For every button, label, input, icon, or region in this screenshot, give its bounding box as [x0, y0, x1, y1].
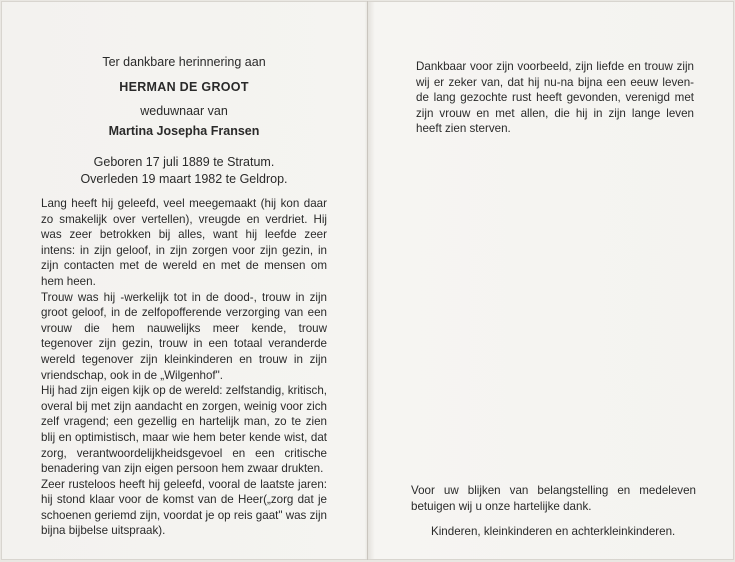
thanks-text: Voor uw blijken van belangstelling en medeleven betuigen wij u onze hartelijke dank.	[411, 484, 696, 513]
life-dates	[61, 154, 307, 188]
right-page	[368, 1, 734, 560]
family-signoff: Kinderen, kleinkinderen en achterkleinkinderen.	[431, 525, 676, 538]
intro-line: Ter dankbare herinnering aan	[102, 55, 266, 69]
left-page	[1, 1, 367, 560]
tribute-paragraph: Lang heeft hij geleefd, veel meegemaakt (hij kon daar zo smakelijk over vertellen), vreugde en verdriet. Hij was zeer betrokken bij alles, want hij leefde zeer intens: in zijn geloof, in zijn zorgen voor zijn gezin, in zijn contacten met de wereld en met de mensen om hem heen.	[41, 197, 327, 288]
tribute-paragraph: Trouw was hij -werkelijk tot in de dood-, trouw in zijn groot geloof, in de zelfopofferende verzorging van een vrouw die hem nauwelijks meer kende, trouw tegenover zijn gezin, trouw in een totaal veranderde wereld tegenover zijn kleinkinderen en trouw in zijn vriendschap, ook in de „Wilgenhof".	[41, 290, 327, 382]
birth-line: Geboren 17 juli 1889 te Stratum.	[93, 155, 275, 169]
deceased-name: HERMAN DE GROOT	[119, 80, 249, 94]
memorial-card	[1, 1, 734, 560]
widower-line: weduwnaar van	[140, 104, 228, 118]
death-line: Overleden 19 maart 1982 te Geldrop.	[80, 172, 288, 186]
tribute-paragraph: Hij had zijn eigen kijk op de wereld: zelfstandig, kritisch, overal bij met zijn aandacht en zorgen, weinig voor zich zelf vragend; een gezellig en hartelijk man, zo te zien blij en optimistisch, maar wie hem beter kende wist, dat zorg, verantwoordelijkheidsgevoel en een critische benadering van zijn eigen persoon hem zwaar drukten.	[41, 384, 327, 476]
tribute-paragraph: Zeer rusteloos heeft hij geleefd, vooral de laatste jaren: hij stond klaar voor de komst van de Heer(„zorg dat je schoenen geriemd zijn, voordat je op reis gaat" was zijn bijna bijbelse uitspraak).	[41, 477, 327, 538]
gratitude-text: Dankbaar voor zijn voorbeeld, zijn liefde en trouw zijn wij er zeker van, dat hij nu-na bijna een eeuw leven- de lang gezochte rust heeft gevonden, verenigd met zijn vrouw en met allen, die hij in zijn lange leven heeft zien sterven.	[416, 60, 694, 136]
spouse-name: Martina Josepha Fransen	[108, 124, 260, 138]
tribute-text	[41, 196, 327, 539]
